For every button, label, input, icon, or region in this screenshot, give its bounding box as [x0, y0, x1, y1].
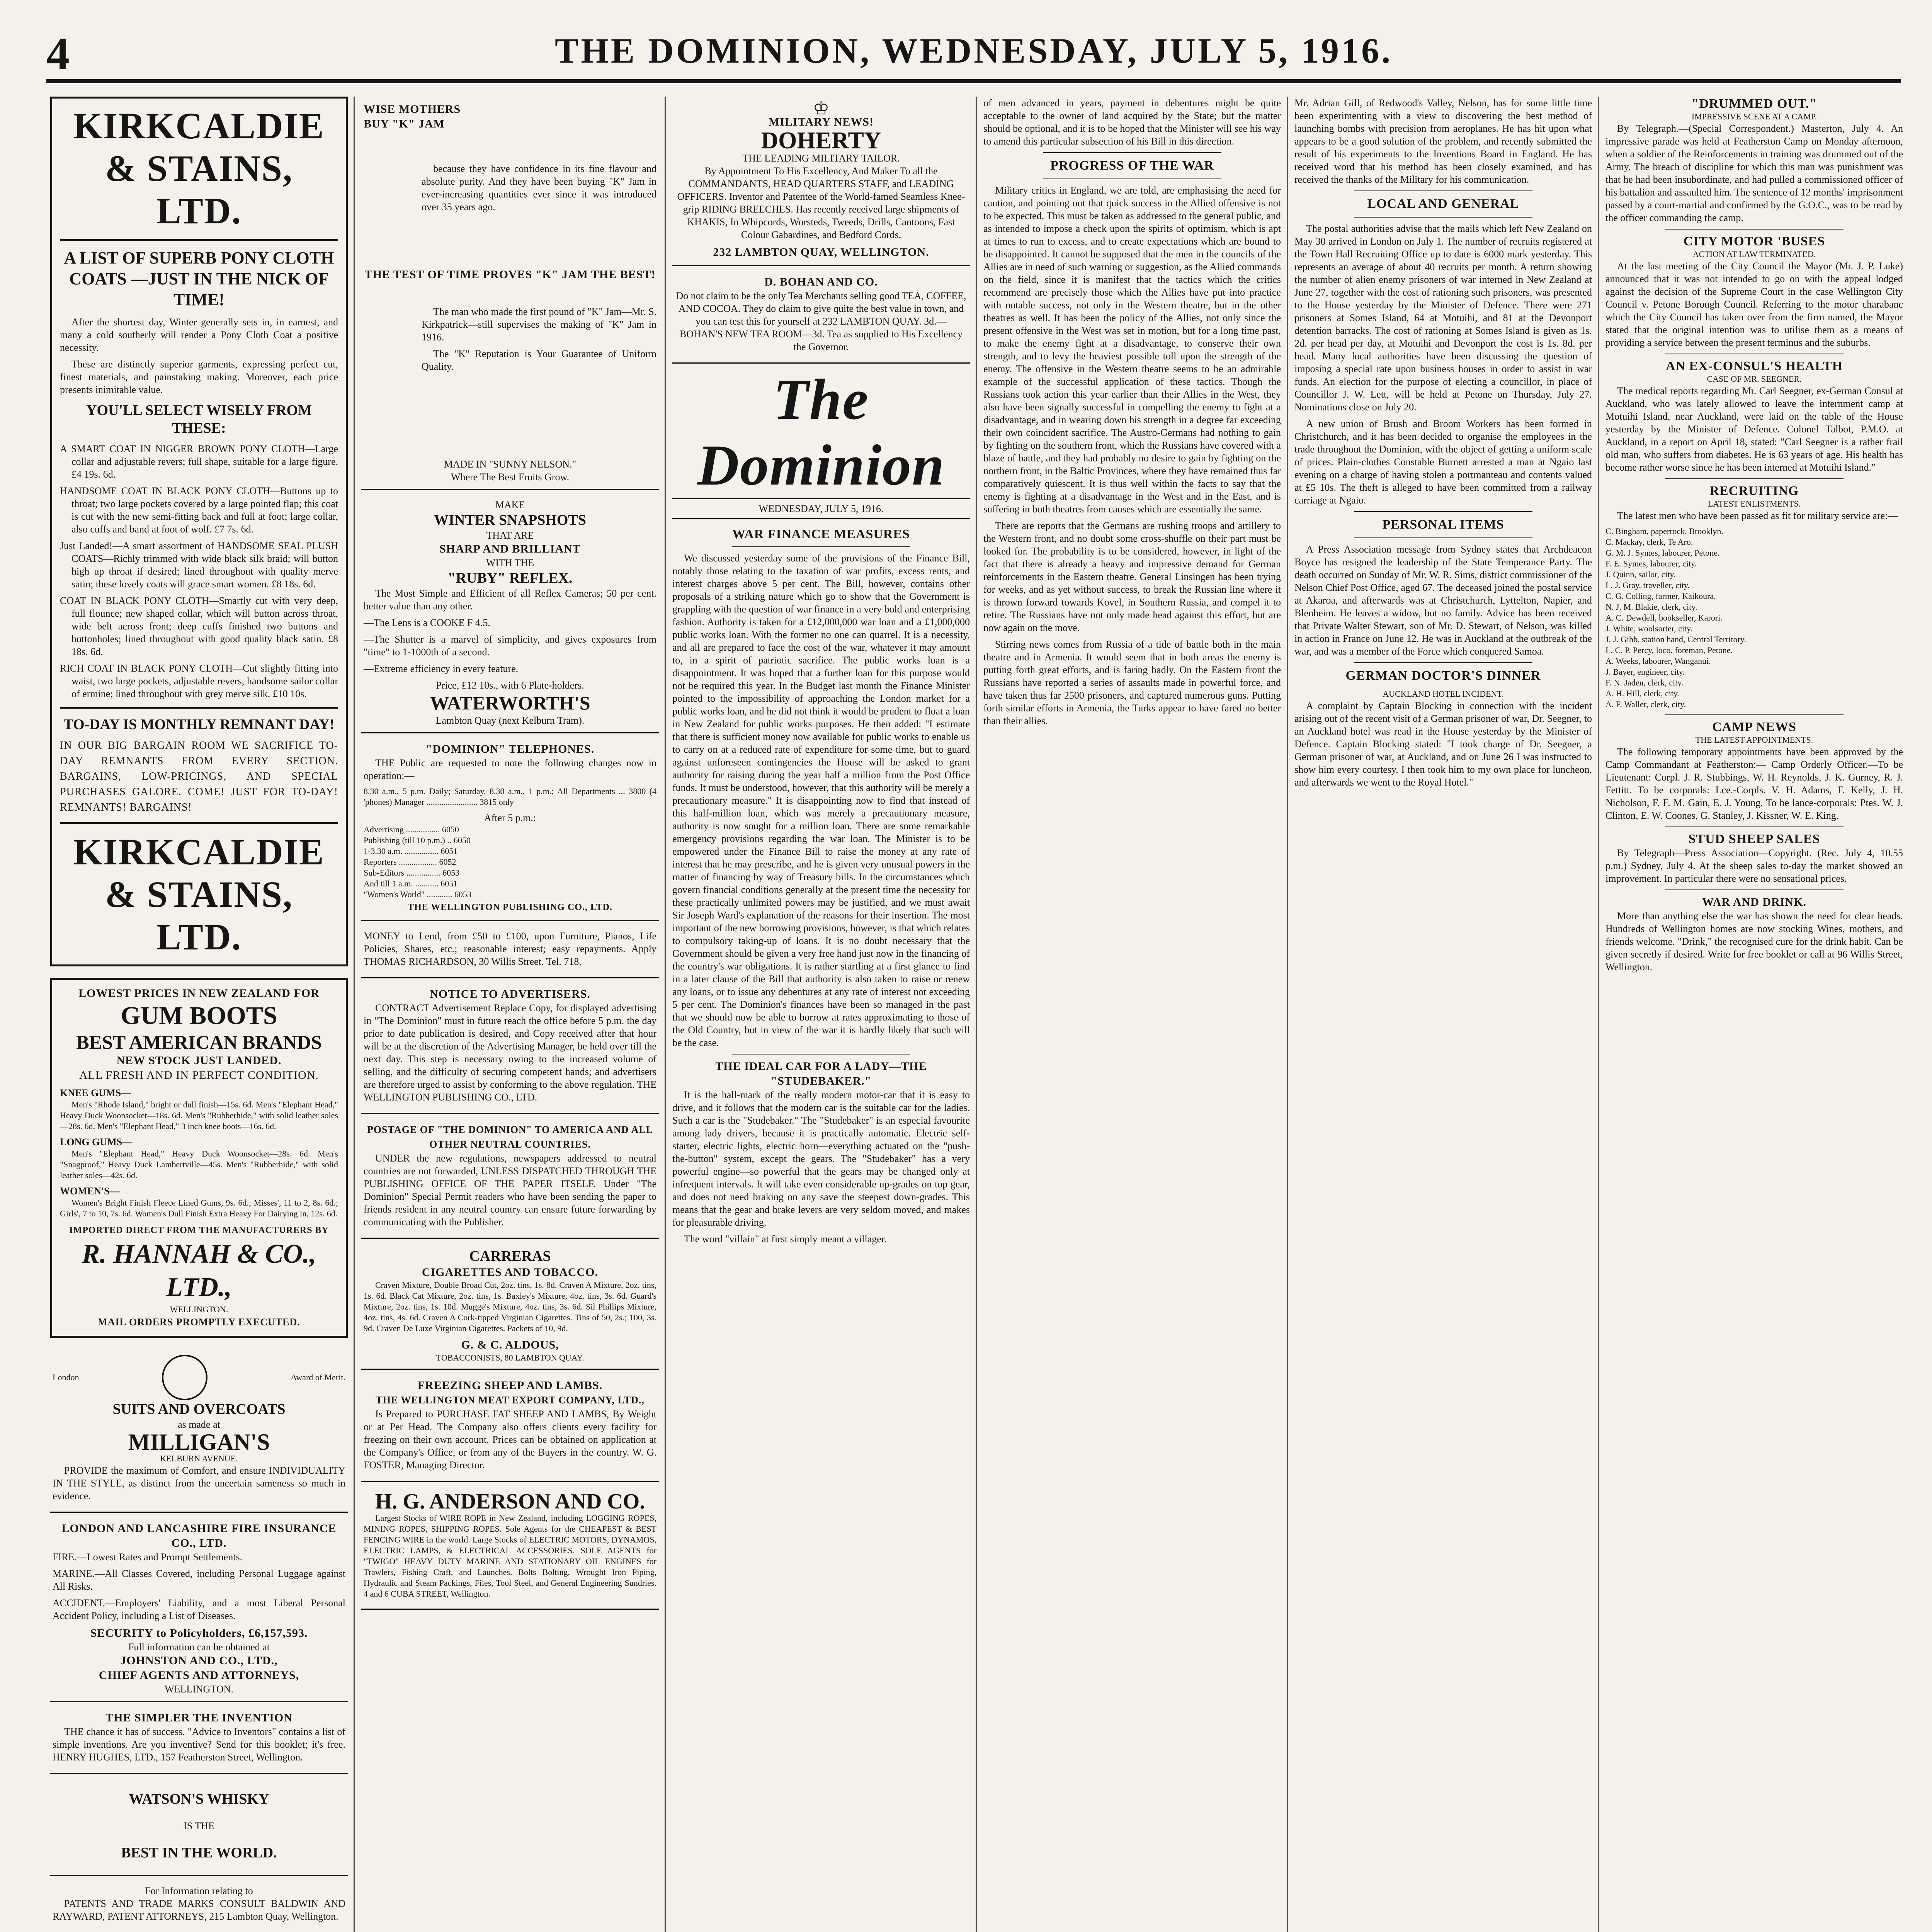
recruit-item: F. E. Symes, labourer, city.: [1605, 559, 1697, 568]
recruit-item: J. Quinn, sailor, city.: [1605, 570, 1676, 579]
column-divider: [976, 97, 977, 1932]
german-subheading: AUCKLAND HOTEL INCIDENT.: [1383, 689, 1504, 699]
recruit-item: J. White, woolsorter, city.: [1605, 624, 1693, 633]
sharp-brilliant: SHARP AND BRILLIANT: [439, 543, 581, 555]
milligan-text: PROVIDE the maximum of Comfort, and ensure INDIVIDUALITY IN THE STYLE, as distinct from the uncertain sameness so much in evidence.: [53, 1465, 345, 1502]
masthead: [46, 23, 1901, 81]
personal-heading: PERSONAL ITEMS: [1382, 517, 1504, 532]
buy-k-jam: BUY "K" JAM: [364, 117, 445, 130]
recruit-item: G. M. J. Symes, labourer, Petone.: [1605, 548, 1720, 558]
camp-text: The following temporary appointments have been approved by the Camp Commandant at Featherston:— Camp Orderly Officer.—To be Lieutenant: Corpl. J. R. Stubbings, W. H. Reynolds, J. K. Gurney, R. J. Fettitt. To be corporals: Lce.-Corpls. V. H. Adams, F. Kelly, J. H. Nicholson, F. F. M. Gain, E. J. Young. To be lance-corporals: Ptes. W. J. Clinton, E. W. Coones, G. Stanley, J. Kissner, W. E. King.: [1605, 746, 1903, 821]
recruit-item: A. H. Hill, clerk, city.: [1605, 689, 1680, 698]
milligan-suits: SUITS AND OVERCOATS: [112, 1401, 286, 1417]
womens-gums-heading: WOMEN'S—: [60, 1185, 120, 1197]
carreras-heading: CARRERAS: [469, 1248, 551, 1264]
ruby-reflex: "RUBY" REFLEX.: [447, 570, 573, 586]
notice-text: CONTRACT Advertisement Replace Copy, for displayed advertising in "The Dominion" must in future reach the office before 5 p.m. the day prior to date publication is desired, and Copy received after that hour will be at the discretion of the Advertising Manager, be held over till the next day. This step is necessary owing to the increased volume of selling, and the difficulty of securing competent hands; and advertisers are therefore urged to assist by conforming to the above regulation. THE WELLINGTON PUBLISHING CO., LTD.: [364, 1002, 656, 1103]
remnant-heading: TO-DAY IS MONTHLY REMNANT DAY!: [63, 716, 335, 733]
award-seal-icon: [162, 1355, 207, 1400]
select-heading: YOU'LL SELECT WISELY FROM THESE:: [86, 402, 312, 436]
imported-line: IMPORTED DIRECT FROM THE MANUFACTURERS BY: [69, 1225, 329, 1235]
insurance-accident: ACCIDENT.—Employers' Liability, and a most Liberal Personal Accident Policy, including a List of Diseases.: [53, 1597, 345, 1621]
patents-text: PATENTS AND TRADE MARKS CONSULT BALDWIN AND RAYWARD, PATENT ATTORNEYS, 215 Lambton Quay, Wellington.: [53, 1898, 345, 1922]
milligan-name: MILLIGAN'S: [128, 1429, 270, 1455]
waterworth: WATERWORTH'S: [430, 692, 590, 714]
city-buses-subheading: ACTION AT LAW TERMINATED.: [1692, 249, 1816, 259]
test-text-2: The "K" Reputation is Your Guarantee of Uniform Quality.: [422, 348, 656, 372]
personal-text: A Press Association message from Sydney states that Archdeacon Boyce has resigned the leadership of the State Temperance Party. The death occurred on Sunday of Mr. W. R. Sims, district commissioner of the Nelson Chief Post Office, aged 67. The deceased joined the postal service at Akaroa, and afterwards was at Christchurch, Lyttelton, Napier, and Blenheim. He leaves a widow, but no family. Advice has been received that Private Walter Stewart, son of Mr. D. Stewart, of Nelson, was killed in action in France on June 12. He was in Auckland at the outbreak of the war, and was a member of the Force which conquered Samoa.: [1294, 544, 1592, 657]
telephones-heading: "DOMINION" TELEPHONES.: [425, 743, 595, 755]
local-heading: LOCAL AND GENERAL: [1367, 197, 1519, 211]
insurance-agent: JOHNSTON AND CO., LTD.,: [120, 1654, 278, 1667]
recruit-item: J. J. Gibb, station hand, Central Territory.: [1605, 634, 1746, 644]
progress-text-2: There are reports that the Germans are rushing troops and artillery to the Western front, and no doubt some cross-shuffle on their part must be looked for. The probability is to be considered, however, in light of the fact that there is already a heavy and impressive demand for German reinforcements in the Eastern theatre. General Linsingen has been trying for weeks, and as yet without success, to break the Russian line where it is thrown forward towards Kovel, in Southern Russia, and compel it to retire. The Russians have not only made head against this effort, but are now again on the move.: [983, 520, 1281, 633]
winter-snapshots: WINTER SNAPSHOTS: [434, 512, 586, 528]
boots-condition: ALL FRESH AND IN PERFECT CONDITION.: [79, 1069, 319, 1082]
studebaker-article: [672, 1059, 970, 1245]
telephones-publisher: THE WELLINGTON PUBLISHING CO., LTD.: [407, 902, 613, 912]
waterworth-address: Lambton Quay (next Kelburn Tram).: [435, 715, 585, 726]
german-text: A complaint by Captain Blocking in connection with the incident arising out of the recent visit of a German prisoner of war, Dr. Seegner, to an Auckland hotel was read in the House yesterday by the Minister of Defence. Captain Blocking stated: "I took charge of Dr. Seegner, a German prisoner of war, at Auckland, and on June 26 I was instructed to show him every courtesy. I then took him to my own place for luncheon, and afterwards we went to the Royal Hotel.": [1294, 700, 1592, 788]
column-5: [1294, 97, 1592, 793]
telephones-text: THE Public are requested to note the following changes now in operation:—: [364, 757, 656, 781]
recruit-item: N. J. M. Blakie, clerk, city.: [1605, 602, 1697, 612]
camp-heading: CAMP NEWS: [1712, 720, 1796, 734]
made-in-nelson: MADE IN "SUNNY NELSON.": [444, 459, 577, 470]
watson-best: BEST IN THE WORLD.: [121, 1845, 277, 1861]
notice-heading: NOTICE TO ADVERTISERS.: [430, 988, 590, 1000]
kirkcaldie-advert: [50, 97, 348, 966]
inventor-heading: THE SIMPLER THE INVENTION: [105, 1711, 293, 1724]
wise-mothers: WISE MOTHERS: [364, 103, 461, 116]
doherty-name: DOHERTY: [761, 128, 881, 154]
patents-advert: [50, 1879, 348, 1932]
watson-advert: [50, 1777, 348, 1876]
insurance-marine: MARINE.—All Classes Covered, including Personal Luggage against All Risks.: [53, 1568, 345, 1592]
long-gums-heading: LONG GUMS—: [60, 1136, 133, 1148]
newspaper-header-title: THE DOMINION, WEDNESDAY, JULY 5, 1916.: [554, 31, 1393, 70]
aldous-name: G. & C. ALDOUS,: [461, 1338, 559, 1351]
telephones-after: After 5 p.m.:: [484, 812, 536, 823]
inventor-advert: [50, 1705, 348, 1774]
hannah-city: WELLINGTON.: [170, 1304, 228, 1314]
insurance-city: WELLINGTON.: [165, 1684, 233, 1695]
bohan-heading: D. BOHAN AND CO.: [764, 276, 878, 288]
recruit-item: J. Bayer, engineer, city.: [1605, 667, 1685, 677]
coat-list: [60, 442, 338, 700]
telephone-row: Reporters .................. 6052: [364, 857, 456, 867]
watson-heading: WATSON'S WHISKY: [129, 1791, 269, 1807]
war-drink-text: More than anything else the war has shown the need for clear heads. Hundreds of Wellington homes are now stocking Wines, mothers, and friends welcome. "Drink," the recognised cure for the drink habit. Can be given secretly if desired. Write for free booklet or call at 96 Willis Street, Wellington.: [1605, 910, 1903, 973]
insurance-fire: FIRE.—Lowest Rates and Prompt Settlements.: [53, 1551, 243, 1563]
anderson-advert: [361, 1485, 659, 1610]
womens-gums: Women's Bright Finish Fleece Lined Gums, 9s. 6d.; Misses', 11 to 2, 8s. 6d.; Girls', 7 to 10, 7s. 6d. Women's Dull Finish Extra Heavy For Dairying in, 12s. 6d.: [60, 1198, 338, 1218]
consul-subheading: CASE OF MR. SEEGNER.: [1707, 374, 1802, 384]
test-text: The man who made the first pound of "K" Jam—Mr. S. Kirkpatrick—still supervises the making of "K" Jam in 1916.: [422, 306, 656, 343]
recruit-item: C. Mackay, clerk, Te Aro.: [1605, 537, 1693, 547]
carreras-subheading: CIGARETTES AND TOBACCO.: [422, 1266, 599, 1279]
test-of-time: THE TEST OF TIME PROVES "K" JAM THE BEST!: [364, 268, 656, 281]
hannah-mail: MAIL ORDERS PROMPTLY EXECUTED.: [98, 1316, 300, 1328]
local-text-2: A new union of Brush and Broom Workers has been formed in Christchurch, and it has been decided to organise the employees in the trade throughout the Dominion, with the object of getting a uniform scale of prices. Plain-clothes Constable Burnett arrested a man at Ngaio last evening on a charge of having stolen a portmanteau and contents valued at £5 10s. The theft is alleged to have been committed from a railway carriage at Ngaio.: [1294, 418, 1592, 506]
best-fruits: Where The Best Fruits Grow.: [451, 471, 570, 483]
recruit-item: F. N. Jaden, clerk, city.: [1605, 678, 1684, 687]
recruit-item: L. C. P. Percy, loco. foreman, Petone.: [1605, 645, 1733, 655]
milligan-address: KELBURN AVENUE.: [160, 1454, 238, 1463]
recruit-item: A. F. Waller, clerk, city.: [1605, 699, 1686, 709]
carreras-text: Craven Mixture, Double Broad Cut, 2oz. tins, 1s. 8d. Craven A Mixture, 2oz. tins, 1s. 6d. Black Cat Mixture, 2oz. tins, 1s. Baxley's Mixture, 4oz. tins, 3s. 6d. Guard's Mixture, 2oz. tins, 1s. 10d. Mugge's Mixture, 4oz. tins, 3s. 6d. Sil Phillips Mixture, 4oz. tins, 4s. 6d. Craven A Cork-tipped Virginian Cigarettes. Tins of 50, 2s.; 100, 3s. 9d. Craven De Luxe Virginian Cigarettes. Packets of 10, 9d.: [364, 1280, 656, 1333]
column-4: [983, 97, 1281, 731]
kirkcaldie-brand-2: KIRKCALDIE & STAINS, LTD.: [73, 831, 325, 957]
aldous-address: TOBACCONISTS, 80 LAMBTON QUAY.: [436, 1353, 584, 1362]
recruit-item: C. Bingham, paperrock, Brooklyn.: [1605, 526, 1723, 536]
gum-boots-advert: [50, 978, 348, 1338]
ruby-efficiency: —Extreme efficiency in every feature.: [364, 663, 519, 674]
telephone-row: Sub-Editors ................ 6053: [364, 868, 460, 878]
bohan-advert: [672, 269, 970, 364]
city-buses-heading: CITY MOTOR 'BUSES: [1683, 234, 1825, 248]
consul-text: The medical reports regarding Mr. Carl Seegner, ex-German Consul at Auckland, who was lately allowed to leave the internment camp at Motuihi Island, near Auckland, were laid on the table of the House yesterday by the Minister of Defence. Colonel Talbot, P.M.O. at Auckland, in a report on April 18, stated: "Carl Seegner is a rather frail old man, who suffers from diabetes. He is 63 years of age. His health has become rather worse since he has been interned at Motuihi Island.": [1605, 385, 1903, 473]
ruby-price: Price, £12 10s., with 6 Plate-holders.: [436, 680, 584, 691]
drummed-subheading: IMPRESSIVE SCENE AT A CAMP.: [1691, 112, 1817, 121]
postage-notice: [361, 1117, 659, 1239]
money-to-lend: [361, 924, 659, 978]
knee-gums-heading: KNEE GUMS—: [60, 1087, 131, 1099]
german-heading: GERMAN DOCTOR'S DINNER: [1345, 668, 1541, 683]
kirkcaldie-intro: After the shortest day, Winter generally sets in, in earnest, and many a cold southerly will render a Pony Cloth Coat a positive necessity.: [60, 316, 338, 353]
postage-text: UNDER the new regulations, newspapers addressed to neutral countries are not forwarded, UNLESS DISPATCHED THROUGH THE PUBLISHING OFFICE OF THE PAPER ITSELF. Under "The Dominion" Special Permit readers who have been sending the paper to friends resident in any neutral country can ensure future forwarding by communicating with the Publisher.: [364, 1153, 656, 1228]
editorial-continued: of men advanced in years, payment in debentures might be quite acceptable to the owner of land acquired by the State; but the matter should be optional, and it is to be hoped that the Minister will see his way to amend this particular subsection of his Bill in this direction.: [983, 97, 1281, 147]
column-3: [672, 97, 970, 1249]
insurance-title: LONDON AND LANCASHIRE FIRE INSURANCE CO., LTD.: [61, 1522, 337, 1549]
boots-stock: NEW STOCK JUST LANDED.: [116, 1054, 282, 1067]
ruby-lens: —The Lens is a COOKE F 4.5.: [364, 617, 490, 628]
telephones-notice: [361, 736, 659, 921]
doherty-text: By Appointment To His Excellency, And Maker To all the COMMANDANTS, HEAD QUARTERS STAFF, and LEADING OFFICERS. Inventor and Patentee of the World-famed Seamless Knee-grip RIDING BREECHES. Has recently received large shipments of KHAKIS, In Whipcords, Worsteds, Tweeds, Drills, Cantoons, Fast Colour Gabardines, and Bedford Cords.: [677, 165, 965, 240]
war-finance-heading: WAR FINANCE MEASURES: [732, 527, 910, 541]
nameplate: The Dominion: [697, 367, 945, 497]
telephone-row: "Women's World" ............ 6053: [364, 889, 471, 899]
remnant-text: IN OUR BIG BARGAIN ROOM WE SACRIFICE TO-DAY REMNANTS FROM EVERY SECTION. BARGAINS, LOW-PRICINGS, AND SPECIAL PURCHASES GALORE. COME! JUST FOR TO-DAY! REMNANTS! BARGAINS!: [60, 740, 338, 813]
crest-icon: ♔: [813, 98, 830, 119]
money-text: MONEY to Lend, from £50 to £100, upon Furniture, Pianos, Life Policies, Shares, etc.; reasonable interest; easy repayments. Apply THOMAS RICHARDSON, 30 Willis Street. Tel. 718.: [364, 930, 656, 967]
patents-info: For Information relating to: [145, 1885, 253, 1896]
studebaker-text: It is the hall-mark of the really modern motor-car that it is easy to drive, and it follows that the modern car is the suitable car for the ladies. Such a car is the "Studebaker." The "Studebaker" is an especial favourite among lady drivers, because it is practically automatic. Electric self-starter, electric lights, electric horn—everything actuated on the "push-the-button" system, except the gears. The "Studebaker" has a very powerful engine—so powerful that the gears may be changed only at infrequent intervals. It will take even considerable up-grades on top gear, and does not need braking on any save the steepest down-grades. This means that the gear and brake levers are very seldom moved, and makes for pleasurable driving.: [672, 1089, 970, 1228]
ruby-reflex-advert: [361, 493, 659, 733]
recruit-item: A. C. Dewdell, bookseller, Karori.: [1605, 613, 1723, 622]
coat-item: COAT IN BLACK PONY CLOTH—Smartly cut with very deep, full flounce; new shaped collar, which will button across throat, wide belt across front; deep cuffs finished two buttons and buttonholes; lined throughout with good quality black satin. £8 18s. 6d.: [60, 595, 338, 657]
k-jam-text: because they have confidence in its fine flavour and absolute purity. And they have been buying "K" Jam in ever-increasing quantities ever since it was introduced over 35 years ago.: [422, 163, 656, 213]
knee-gums: Men's "Rhode Island," bright or dull finish—15s. 6d. Men's "Elephant Head," Heavy Duck Woonsocket—18s. 6d. Men's "Rubberhide," with solid leather soles—28s. 6d. Men's "Elephant Head," 3 inch knee boots—16s. 6d.: [60, 1100, 338, 1131]
inventor-text: THE chance it has of success. "Advice to Inventors" contains a list of simple inventions. Are you inventive? Send for this booklet; it's free. HENRY HUGHES, LTD., 157 Featherston Street, Wellington.: [53, 1726, 345, 1763]
anderson-text: Largest Stocks of WIRE ROPE in New Zealand, including LOGGING ROPES, MINING ROPES, SHIPPING ROPES. Sole Agents for the CHEAPEST & BEST FENCING WIRE in the world. Large Stocks of ELECTRIC MOTORS, DYNAMOS, ELECTRIC LAMPS, & ELECTRICAL ACCESSORIES. SOLE AGENTS for "TWIGO" HEAVY DUTY MARINE AND STATIONARY OIL ENGINES for Trawlers, Fishing Craft, and Launches. Bolts Bolting, Wrought Iron Piping, Hydraulic and Steam Packings, Files, Tool Steel, and General Engineering Sundries. 4 and 6 CUBA STREET, Wellington.: [364, 1513, 656, 1599]
doherty-advert: [672, 97, 970, 266]
doherty-subtitle: THE LEADING MILITARY TAILOR.: [742, 153, 900, 164]
column-divider: [665, 97, 666, 1932]
recruiting-subheading: LATEST ENLISTMENTS.: [1708, 499, 1801, 509]
kirkcaldie-headline: A LIST OF SUPERB PONY CLOTH COATS —JUST IN THE NICK OF TIME!: [64, 248, 334, 309]
boots-heading: GUM BOOTS: [121, 1002, 277, 1030]
telephone-row: 1-3.30 a.m. ................ 6051: [364, 846, 458, 856]
header-rule: [46, 79, 1901, 83]
coat-item: HANDSOME COAT IN BLACK PONY CLOTH—Buttons up to throat; two large pockets covered by a large pointed flap; this coat is cut with the new semi-fitting back and full at foot; large collar, also cuffs and band at foot of wolf. £7 7s. 6d.: [60, 485, 338, 535]
notice-advertisers: [361, 981, 659, 1114]
column-2: [361, 97, 659, 1613]
coat-item: RICH COAT IN BLACK PONY CLOTH—Cut slightly fitting into waist, two large pockets, adjustable revers, handsome sailor collar of ermine; lined throughout with grey merve silk. £10 10s.: [60, 663, 338, 699]
coat-item: A SMART COAT IN NIGGER BROWN PONY CLOTH—Large collar and adjustable revers; full shape, suitable for a large figure. £4 19s. 6d.: [60, 443, 338, 480]
stud-heading: STUD SHEEP SALES: [1688, 832, 1820, 846]
boots-line: LOWEST PRICES IN NEW ZEALAND FOR: [78, 987, 320, 1000]
meat-company: THE WELLINGTON MEAT EXPORT COMPANY, LTD.,: [376, 1395, 645, 1406]
bomb-launcher-item: Mr. Adrian Gill, of Redwood's Valley, Nelson, has for some little time been experimenting with a view to discovering the best method of launching bombs with precision from aeroplanes. He has hit upon what appears to be a good solution of the problem, and recently submitted the result of his experiments to the Inventions Board in England. He has received word that his method has been closely examined, and has received the thanks of the Military for his communication.: [1294, 97, 1592, 185]
military-news: MILITARY NEWS!: [768, 116, 874, 128]
stud-text: By Telegraph—Press Association—Copyright. (Rec. July 4, 10.55 p.m.) Sydney, July 4. At the sheep sales to-day the market showed an improvement. In particular there were no sensational prices.: [1605, 847, 1903, 884]
camp-subheading: THE LATEST APPOINTMENTS.: [1695, 735, 1813, 745]
recruiting-heading: RECRUITING: [1709, 484, 1799, 498]
watson-is: IS THE: [184, 1820, 214, 1832]
anderson-heading: H. G. ANDERSON AND CO.: [375, 1490, 645, 1514]
drummed-text: By Telegraph.—(Special Correspondent.) Masterton, July 4. An impressive parade was held at Featherston Camp on Monday afternoon, when a soldier of the Reinforcements in training was drummed out of the Army. The breach of discipline for which this man was punishment was that he had been insubordinate, and had pulled a commissioned officer of his battalion and assaulted him. The sentence of 12 months' imprisonment passed by a court-martial and confirmed by the G.O.C., was to be read by the officer commanding the camp.: [1605, 123, 1903, 223]
progress-text: Military critics in England, we are told, are emphasising the need for caution, and pointing out that quick success in the Allied offensive is not to be expected. This must be taken as addressed to the general public, and as intended to impose a check upon the spirits of optimism, which is apt at times to run to excess, and to create expectations which are bound to be disappointed. It cannot be supposed that the men in the councils of the Allies are in need of such warning or suggestion, as the Allied commands on the field, since it is manifest that the tactics which the critics recommend are precisely those which the Allies have put into practice with notable success, not only in the Western theatre, but in the other theatres as well. It has been the policy of the Allies, not only since the present offensive in the West was set in motion, but for a long time past, to make the enemy fight at a disadvantage, to conserve their own strength, and to levy the heaviest possible toll upon the strength of the enemy. The offensive in the Western theatre seems to be an admirable example of the successful application of these tactics. Though the Russians took action this year earlier than their Allies in the West, they also have been signally successful in compelling the enemy to fight at a disadvantage, and in wearing down his strength in a degree far exceeding their own coincident sacrifice. The Austro-Germans had nothing to gain by fighting on the southern front, which the Russians have covered with a blaze of battle, and they had probably no desire to gain by fighting on the northern front, in the Baltic Provinces, where they have remained thus far comparatively quiescent. It is thus well within the facts to say that the enemy is fighting at a disadvantage in the West and in the East, and is suffering in both theatres from causes which are essentially the same.: [983, 185, 1281, 515]
progress-text-3: Stirring news comes from Russia of a tide of battle both in the main theatre and in Armenia. It would seem that in both areas the enemy is putting forth great efforts, and is faring badly. On the Eastern front the Russians have reported a series of assaults made in powerful force, and have taken thus far 2500 prisoners, and captured numerous guns. Putting forth similar efforts in Armenia, the Turks appear to have fared no better than their allies.: [983, 639, 1281, 726]
milligan-advert: [50, 1349, 348, 1513]
insurance-security: SECURITY to Policyholders, £6,157,593.: [90, 1627, 308, 1639]
progress-heading: PROGRESS OF THE WAR: [1050, 158, 1214, 173]
column-1: [50, 97, 348, 1932]
milligan-made: as made at: [178, 1419, 220, 1430]
column-divider: [354, 97, 355, 1932]
recruiting-text: The latest men who have been passed as fit for military service are:—: [1617, 510, 1898, 521]
recruit-item: L. J. Gray, traveller, city.: [1605, 580, 1690, 590]
telephone-row: Publishing (till 10 p.m.) .. 6050: [364, 835, 471, 845]
recruit-item: A. Weeks, labourer, Wanganui.: [1605, 656, 1711, 666]
local-text: The postal authorities advise that the mails which left New Zealand on May 30 arrived in London on July 1. The number of recruits registered at the Town Hall Recruiting Office up to date is 6000 mark yesterday. This represents an average of about 40 recruits per month. A return showing the number of alien enemy prisoners of war interned in New Zealand at June 27, together with the cost of rationing such prisoners, was presented to the House yesterday by the Minister of Defence. There were 271 prisoners at Somes Island, 64 at Motuihi, and 81 at the Devonport detention barracks. The cost of rationing at Somes Island is given as 1s. 2d. per head per day, at Motuihi and Devonport the cost is 1s. 8d. per head. Many local authorities have been discussing the question of imposing a special rate upon business houses in order to assist in war funds. An election for the purpose of electing a councillor, in place of Councillor J. W. Lett, will be held at Petone on Thursday, July 27. Nominations close on July 20.: [1294, 223, 1592, 413]
hannah-brand: R. HANNAH & CO., LTD.,: [82, 1239, 316, 1302]
milligan-right: Award of Merit.: [291, 1372, 345, 1382]
kirkcaldie-intro-2: These are distinctly superior garments, expressing perfect cut, finest materials, and painstaking making. Moreover, each price presents inimitable value.: [60, 359, 338, 395]
war-drink-heading: WAR AND DRINK.: [1702, 896, 1806, 908]
recruit-item: C. G. Colling, farmer, Kaikoura.: [1605, 591, 1716, 601]
recruit-list: [1605, 526, 1903, 710]
kirkcaldie-brand: KIRKCALDIE & STAINS, LTD.: [73, 105, 325, 231]
freezing-heading: FREEZING SHEEP AND LAMBS.: [417, 1379, 603, 1392]
insurance-advert: [50, 1516, 348, 1702]
drummed-heading: "DRUMMED OUT.": [1691, 97, 1817, 111]
ruby-text: The Most Simple and Efficient of all Reflex Cameras; 50 per cent. better value than any other.: [364, 588, 656, 612]
that-are: THAT ARE: [486, 530, 534, 541]
make-line: MAKE: [495, 499, 525, 510]
meat-text: Is Prepared to PURCHASE FAT SHEEP AND LAMBS, By Weight or at Per Head. The Company also offers clients every facility for freezing on their own account. Prices can be obtained on application at the Company's Office, or from any of the Buyers in the country. W. G. FOSTER, Managing Director.: [364, 1408, 656, 1471]
doherty-address: 232 LAMBTON QUAY, WELLINGTON.: [713, 246, 929, 259]
telephone-row: And till 1 a.m. ........... 6051: [364, 879, 458, 888]
consul-heading: AN EX-CONSUL'S HEALTH: [1665, 359, 1843, 373]
k-jam-advert: [361, 97, 659, 490]
editorial-date: WEDNESDAY, JULY 5, 1916.: [672, 498, 970, 519]
villain-note: The word "villain" at first simply meant a villager.: [684, 1233, 887, 1245]
telephones-list: [364, 824, 656, 900]
telephone-row: Advertising ................ 6050: [364, 825, 459, 834]
column-divider: [1287, 97, 1288, 1932]
column-divider: [1598, 97, 1599, 1932]
ruby-shutter: —The Shutter is a marvel of simplicity, and gives exposures from "time" to 1-1000th of a second.: [364, 634, 656, 658]
column-6: [1605, 97, 1903, 977]
boots-subheading: BEST AMERICAN BRANDS: [76, 1031, 322, 1053]
page-number: 4: [46, 28, 70, 79]
insurance-agent-2: CHIEF AGENTS AND ATTORNEYS,: [99, 1669, 299, 1682]
telephones-hours: 8.30 a.m., 5 p.m. Daily; Saturday, 8.30 a.m., 1 p.m.; All Departments ... 3800 (4 'phones) Manager ........................ 3815 only: [364, 786, 656, 807]
studebaker-heading: THE IDEAL CAR FOR A LADY—THE "STUDEBAKER.": [715, 1060, 927, 1087]
milligan-left: London: [53, 1372, 79, 1382]
long-gums: Men's "Elephant Head," Heavy Duck Woonsocket—28s. 6d. Men's "Snagproof," Heavy Duck Lambertville—45s. Men's "Rubberhide," with solid leather soles—42s. 6d.: [60, 1149, 338, 1180]
war-finance-text: We discussed yesterday some of the provisions of the Finance Bill, notably those relating to the taxation of war profits, excess rents, and interest charges above 5 per cent. The Bill, however, contains other proposals of a striking nature which go to show that the Government is grappling with the question of war finance in a very bold and enterprising fashion. Authority is taken for a £12,000,000 war loan and a £1,000,000 public works loan. With the former no one can quarrel. It is a necessity, and all are prepared to face the cost of the war, whatever it may amount to, in a spirit of patriotic sacrifice. The public works loan is a disappointment. It was hoped that a further loan for this purpose would not be required this year. In the Budget last month the Finance Minister pointed to the impossibility of approaching the London market for a public works loan, and he did not think it would be prudent to float a loan in New Zealand for public works purposes. He then added: "I estimate that there is sufficient money now available for public works to enable us to carry on at a reduced rate of expenditure for some time, but to guard against unforeseen contingencies the House will be asked to grant authority for raising during the year half a million from the Post Office funds. It must be understood, however, that this authority will be merely a precautionary measure." It is disappointing now to find that instead of this half-million loan, which was merely a precautionary measure, authority is now sought for a million loan. There are some remarkable emergency provisions regarding the war loan. The Minister is to be empowered under the Finance Bill to raise the money at any rate of interest that he may prescribe, and he is given very unusual powers in the matter of financing by way of Treasury bills. In the circumstances which govern financial conditions generally at the present time the necessity for these practically unlimited powers may be justified, and we must await Sir Joseph Ward's explanation of the reasons for their insertion. The most important of the new borrowing provisions, however, is that which relates to compulsory taking-up of loans. It is no doubt necessary that the Government should be given a very free hand just now in the financing of the country's war obligations. It is rather startling at a first glance to find in a later clause of the Bill that authority is also taken to raise or renew any loans, or to issue any debentures at any rate of interest not exceeding 5 per cent. The Dominion's finances have been so managed in the past that we should now be able to borrow at rates approximating to those of the Old Country, but in view of the war it is hardly likely that such will be the case.: [672, 553, 970, 1048]
with-the: WITH THE: [486, 557, 534, 568]
carreras-advert: [361, 1242, 659, 1370]
war-finance-article: [672, 527, 970, 1049]
city-buses-text: At the last meeting of the City Council the Mayor (Mr. J. P. Luke) announced that it was not intended to go on with the appeal lodged against the decision of the Supreme Court in the case Wellington City Council v. Petone Borough Council. Referring to the motor charabanc which the City Council has taken over from the firm named, the Mayor stated that the original intention was to utilise them as a means of providing a service between the present terminus and the suburbs.: [1605, 260, 1903, 348]
insurance-info: Full information can be obtained at: [128, 1641, 270, 1653]
postage-heading: POSTAGE OF "THE DOMINION" TO AMERICA AND ALL OTHER NEUTRAL COUNTRIES.: [367, 1124, 653, 1150]
meat-export-advert: [361, 1373, 659, 1482]
coat-item: Just Landed!—A smart assortment of HANDSOME SEAL PLUSH COATS—Richly trimmed with wide black silk braid; will button high up throat if desired; lined throughout with quality merve satin; these lovely coats will grace smart women. £8 18s. 6d.: [60, 540, 338, 590]
bohan-text: Do not claim to be the only Tea Merchants selling good TEA, COFFEE, AND COCOA. They do claim to give quite the best value in town, and you can test this for yourself at 232 LAMBTON QUAY. 3d.—BOHAN'S NEW TEA ROOM—3d. Tea as supplied to His Excellency the Governor.: [676, 290, 966, 352]
